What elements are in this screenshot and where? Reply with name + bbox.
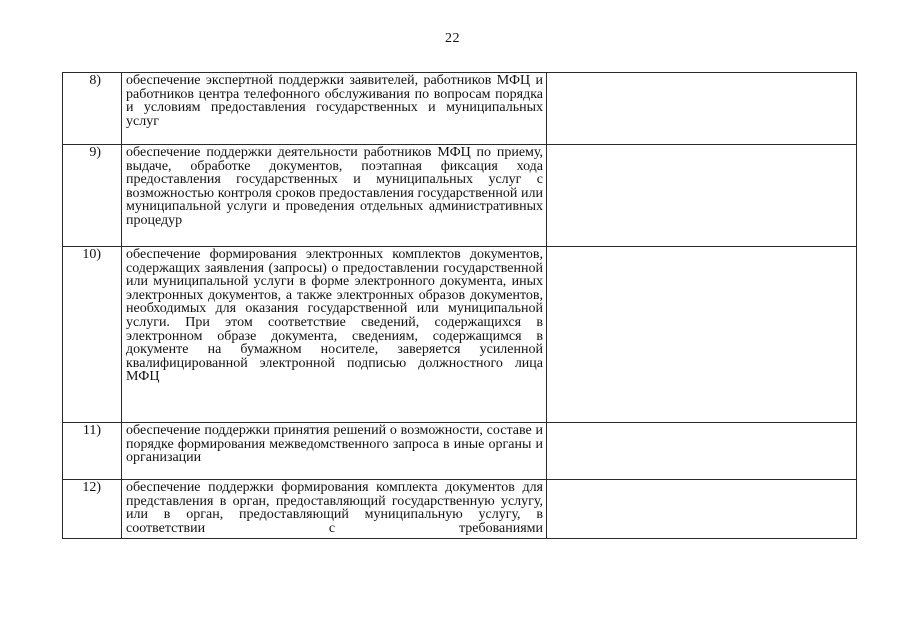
requirements-table — [62, 72, 857, 539]
row-number: 8) — [63, 73, 122, 145]
row-number: 11) — [63, 423, 122, 480]
table-row — [63, 73, 857, 145]
row-description: обеспечение экспертной поддержки заявителей, работников МФЦ и работников центра телефонного обслуживания по вопросам порядка и условиям предоставления государственных и муниципальных услуг — [122, 73, 547, 145]
row-description: обеспечение формирования электронных комплектов документов, содержащих заявления (запросы) о предоставлении государственной или муниципальной услуги в форме электронного документа, иных электронных документов, а также электронных образов документов, необходимых для оказания государственной или муниципальной услуги. При этом соответствие сведений, содержащихся в электронном образе документа, сведениям, содержащимся в документе на бумажном носителе, заверяется усиленной квалифицированной электронной подписью должностного лица МФЦ — [122, 247, 547, 423]
row-number: 10) — [63, 247, 122, 423]
table-row — [63, 145, 857, 247]
table-row — [63, 247, 857, 423]
row-empty-cell — [547, 480, 857, 539]
row-empty-cell — [547, 423, 857, 480]
row-empty-cell — [547, 145, 857, 247]
table-row — [63, 480, 857, 539]
row-number: 12) — [63, 480, 122, 539]
row-description: обеспечение поддержки деятельности работников МФЦ по приему, выдаче, обработке документов, поэтапная фиксация хода предоставления государственных и муниципальных услуг с возможностью контроля сроков предоставления государственной или муниципальной услуги и проведения отдельных административных процедур — [122, 145, 547, 247]
row-description: обеспечение поддержки принятия решений о возможности, составе и порядке формирования межведомственного запроса в иные органы и организации — [122, 423, 547, 480]
row-number: 9) — [63, 145, 122, 247]
table-viewport — [62, 72, 858, 539]
table-row — [63, 423, 857, 480]
page-number: 22 — [445, 31, 460, 46]
row-description: обеспечение поддержки формирования комплекта документов для представления в орган, предоставляющий государственную услугу, или в орган, предоставляющий муниципальную услугу, в соответствии с требованиями — [122, 480, 547, 539]
row-empty-cell — [547, 73, 857, 145]
row-empty-cell — [547, 247, 857, 423]
